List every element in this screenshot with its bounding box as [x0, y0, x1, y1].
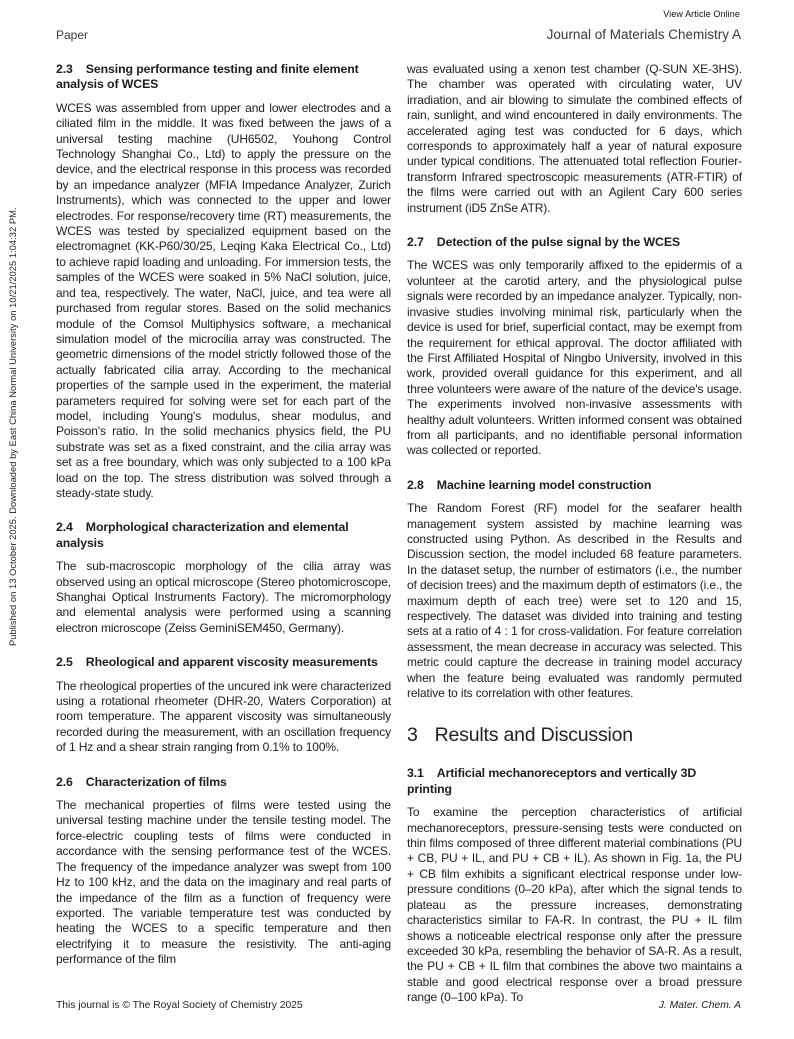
footer-copyright: This journal is © The Royal Society of Chemistry 2025 [56, 1000, 303, 1011]
paragraph: The rheological properties of the uncured ink were characterized using a rotational rheometer (DHR-20, Waters Corporation) at room temperature. The apparent viscosity was simultaneously recorded during the measurement, with an oscillation frequency of 1 Hz and a shear strain ranging from 0.1% to 100%. [56, 678, 391, 755]
section-heading-2-8 [407, 478, 742, 493]
section-number: 2.7 [407, 235, 424, 250]
section-title: Morphological characterization and elemental analysis [56, 520, 349, 550]
section-title: Machine learning model construction [436, 477, 652, 492]
view-article-online-link[interactable]: View Article Online [663, 9, 740, 19]
section-number: 2.3 [56, 62, 73, 76]
section-heading-2-4 [56, 520, 391, 551]
section-number: 2.8 [407, 477, 424, 492]
section-number: 2.6 [56, 774, 73, 789]
header-paper-label: Paper [56, 28, 89, 42]
paragraph: The mechanical properties of films were tested using the universal testing machine under the tensile testing model. The force-electric coupling tests of films were conducted in accordance with the sensing performance test of the WCES. The frequency of the impedance analyzer was swept from 100 Hz to 100 kHz, and the data on the imaginary and real parts of the impedance of the film as a function of frequency were exported. The variable temperature test was conducted by heating the WCES to a specific temperature and then electrifying it to measure the resistivity. The anti-aging performance of the film [56, 798, 391, 967]
sidebar-publication-note: Published on 13 October 2025. Downloaded by East China Normal University on 10/21/2025 1:04:32 PM. [8, 207, 18, 646]
section-heading-3-1 [407, 766, 742, 797]
section-number: 3 [407, 724, 418, 747]
section-title: Characterization of films [85, 774, 227, 789]
footer-journal-ref: J. Mater. Chem. A [658, 1000, 741, 1011]
page-footer [56, 1000, 741, 1011]
section-heading-2-7 [407, 235, 742, 250]
paragraph: The WCES was only temporarily affixed to the epidermis of a volunteer at the carotid artery, and the physiological pulse signals were recorded by an impedance analyzer. Typically, non-invasive studies involving minimal risk, particularly when the device is used for brief, superficial contact, may be exempt from the requirement for ethical approval. The doctor affiliated with the First Affiliated Hospital of Ningbo University, involved in this work, provided overall guidance for this experiment, and all three volunteers were aware of the nature of the device's usage. The experiments involved non-invasive assessments with healthy adult volunteers. Written informed consent was obtained from all participants, and no identifiable personal information was collected or reported. [407, 258, 742, 458]
section-title: Rheological and apparent viscosity measurements [85, 655, 378, 670]
paragraph: was evaluated using a xenon test chamber (Q-SUN XE-3HS). The chamber was operated with circulating water, UV irradiation, and air blowing to simulate the combined effects of rain, sunlight, and wind encountered in daily environments. The accelerated aging test was conducted for 6 days, which corresponds to approximately half a year of natural exposure under typical conditions. The attenuated total reflection Fourier-transform Infrared spectroscopic measurements (ATR-FTIR) of the films were carried out with an Agilent Cary 600 series instrument (iD5 ZnSe ATR). [407, 62, 742, 215]
section-heading-2-3 [56, 62, 391, 93]
section-number: 2.4 [56, 520, 73, 535]
section-heading-2-6 [56, 775, 391, 790]
section-title: Detection of the pulse signal by the WCES [436, 235, 681, 250]
section-number: 3.1 [407, 766, 424, 781]
section-title: Artificial mechanoreceptors and vertically 3D printing [407, 766, 697, 796]
article-body [56, 62, 742, 1006]
section-title: Results and Discussion [434, 724, 633, 747]
paragraph: The Random Forest (RF) model for the seafarer health management system assisted by machine learning was constructed using Python. As described in the Results and Discussion section, the model included 68 feature parameters. In the dataset setup, the number of estimators (i.e., the number of decision trees) and the maximum depth of estimators (i.e., the maximum depth of each tree) were set to 120 and 15, respectively. The dataset was divided into training and testing sets at a ratio of 4 : 1 for cross-validation. For feature correlation assessment, the mean decrease in accuracy was selected. This metric could capture the decrease in training model accuracy when the feature being evaluated was randomly permuted relative to its correlation with other features. [407, 501, 742, 701]
right-column [407, 62, 742, 1006]
page-header [56, 27, 741, 42]
header-journal-title: Journal of Materials Chemistry A [546, 27, 741, 42]
section-title: Sensing performance testing and finite element analysis of WCES [56, 62, 359, 92]
section-number: 2.5 [56, 655, 73, 670]
section-heading-2-5 [56, 655, 391, 670]
paragraph: WCES was assembled from upper and lower electrodes and a ciliated film in the middle. It was fixed between the jaws of a universal testing machine (UH6502, Youhong Control Technology Shanghai Co., Ltd) to apply the pressure on the device, and the electrical response in this process was recorded by an impedance analyzer (MFIA Impedance Analyzer, Zurich Instruments), which was connected to the upper and lower electrodes. For response/recovery time (RT) measurements, the WCES was tested by specialized equipment based on the electromagnet (KK-P60/30/25, Leqing Kaka Electrical Co., Ltd) to achieve rapid loading and unloading. For immersion tests, the samples of the WCES were soaked in 5% NaCl solution, juice, and tea, respectively. The water, NaCl, juice, and tea were all purchased from regular stores. Based on the solid mechanics module of the Comsol Multiphysics software, a mechanical simulation model of the microcilia array was constructed. The geometric dimensions of the model strictly followed those of the actually fabricated cilia array. According to the mechanical properties of the sample used in the experiment, the material parameters required for solving were set for each part of the model, including Young's modulus, shear modulus, and Poisson's ratio. In the solid mechanics physics field, the PU substrate was set as a fixed constraint, and the cilia array was set as a free boundary, which was only subjected to a 100 kPa load on the top. The stress distribution was solved through a steady-state study. [56, 100, 391, 500]
paragraph: To examine the perception characteristics of artificial mechanoreceptors, pressure-sensing tests were conducted on thin films composed of three different material combinations (PU + CB, PU + IL, and PU + CB + IL). As shown in Fig. 1a, the PU + CB film exhibits a significant electrical response under low-pressure conditions (0–20 kPa), after which the signal tends to plateau as the pressure increases, demonstrating characteristics similar to FA-R. In contrast, the PU + IL film shows a noticeable electrical response only after the pressure exceeded 30 kPa, resembling the behavior of SA-R. As a result, the PU + CB + IL film that combines the above two maintains a stable and good electrical response over a broad pressure range (0–100 kPa). To [407, 805, 742, 1005]
left-column [56, 62, 391, 1006]
paragraph: The sub-macroscopic morphology of the cilia array was observed using an optical microscope (Stereo photomicroscope, Shanghai Optical Instruments Factory). The micromorphology and elemental analysis were performed using a scanning electron microscope (Zeiss GeminiSEM450, Germany). [56, 559, 391, 635]
section-heading-3 [407, 724, 742, 747]
